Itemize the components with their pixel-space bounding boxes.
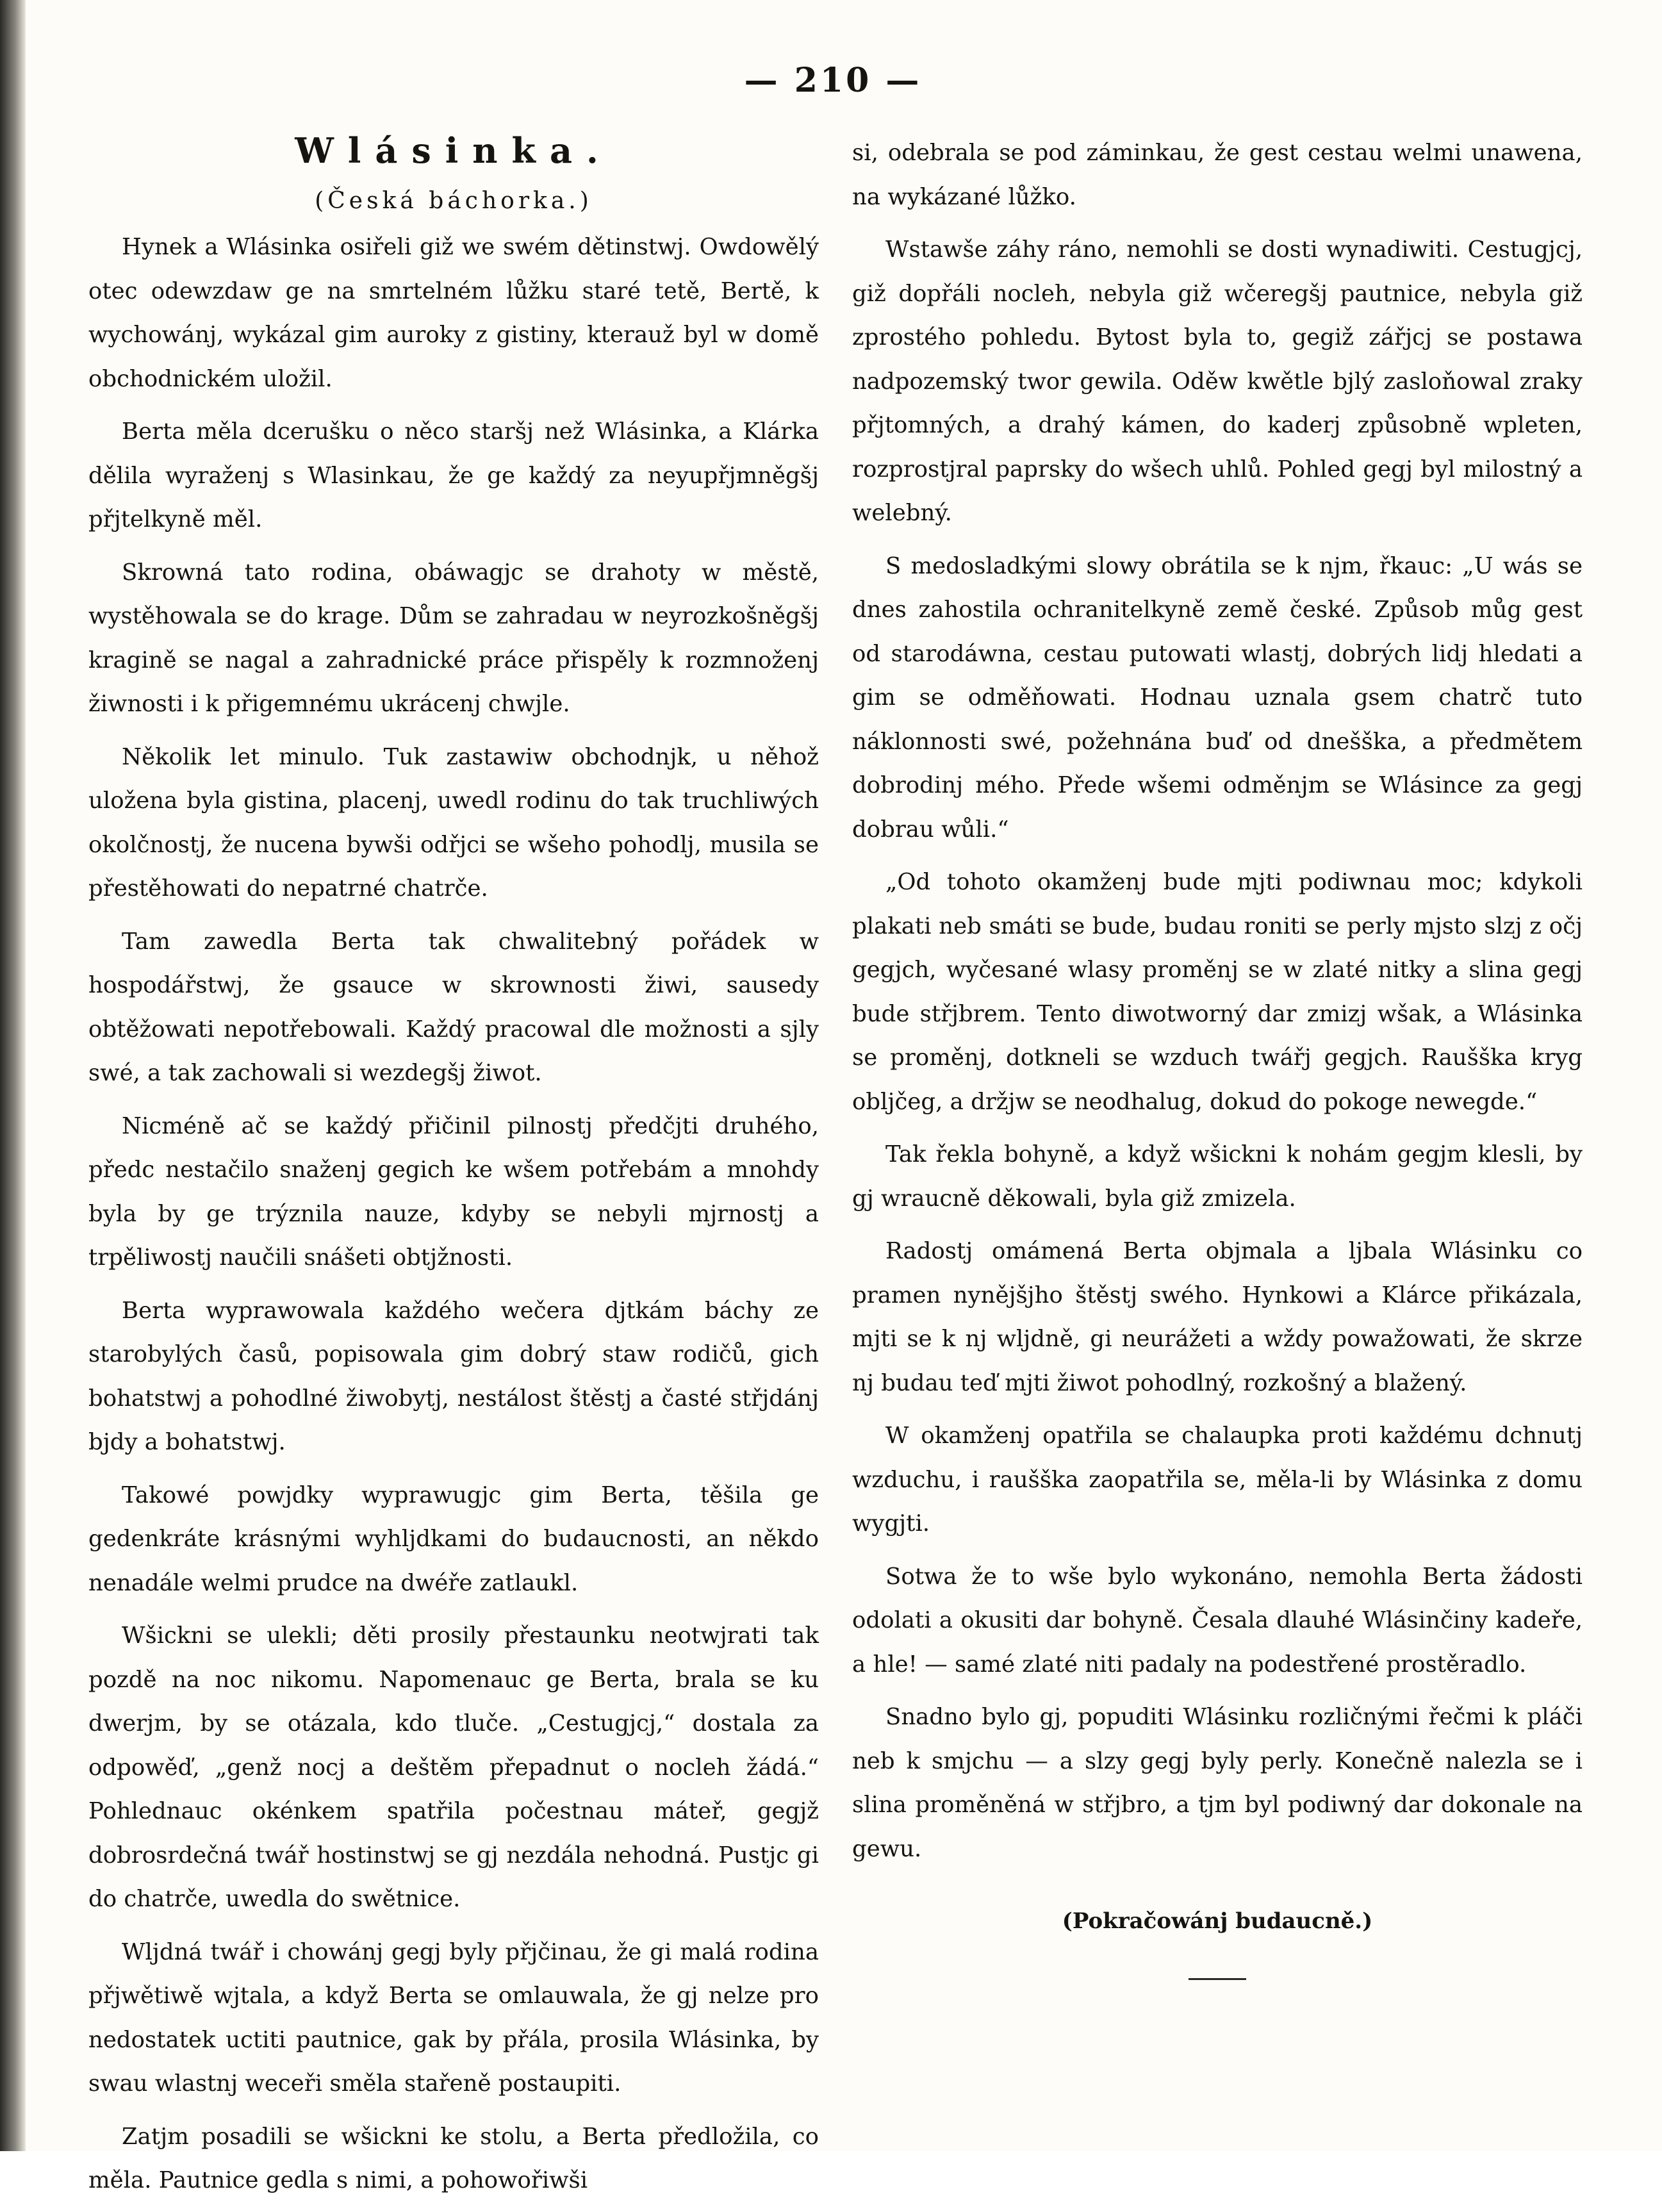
paragraph: „Od tohoto okamženj bude mjti podiwnau moc; kdykoli plakati neb smáti se bude, budau roniti se perly mjsto slzj z očj gegjch, wyčesané wlasy proměnj se w zlaté nitky a slina gegj bude střjbrem. Tento diwotworný dar zmizj wšak, a Wlásinka se proměnj, dotknelі se wzduch twářj gegjch. Raušška kryg oblјčeg, a držjw se neodhalug, dokud do pokoge newegde.“ (852, 869, 1583, 1115)
paragraph: Několik let minulo. Tuk zastawiw obchodnjk, u něhož uložena byla gistina, placenj, uwedl rodinu do tak truchliwých okolčnostj, že nucena bywši odřjci se wšeho pohodlj, musila se přestěhowati do nepatrné chatrče. (88, 743, 819, 902)
end-rule (1189, 1978, 1246, 1980)
continuation-note: (Pokračowánj budaucně.) (1062, 1908, 1373, 1934)
paragraph: Hynek a Wlásinka osiřeli giž we swém dětinstwj. Owdowělý otec odewzdaw ge na smrtelném lůžku staré tetě, Bertě, k wychowánj, wykázal gim aurokу z gistiny, kterauž byl w domě obchodnickém uložil. (88, 234, 819, 392)
story-subtitle: (Česká báchorka.) (315, 188, 593, 214)
page-number: — 210 — (744, 61, 922, 100)
right-column (852, 131, 1583, 1980)
paragraph: Skrowná tato rodina, obáwagjc se drahoty w městě, wystěhowala se do krage. Dům se zahradau w neyrozkošněgšj kragině se nagal a zahradnické práce přispěly k rozmnoženj žiwnosti i k přigemnému ukrácenj chwjle. (88, 559, 819, 717)
paragraph: Wšickni se ulekli; děti prosily přestaunku neotwjrati tak pozdě na noc nikomu. Napomenauc ge Berta, brala se ku dwerjm, by se otázala, kdo tluče. „Cestugjcj,“ dostala za odpowěď, „genž nocj a deštěm přepadnut o nocleh žádá.“ Pohlednauc okénkem spatřila počestnau máteř, gegjž dobrosrdečná twář hostinstwj se gj nezdála nehodná. Pustjc gi do chatrče, uwedla do swětnice. (88, 1622, 819, 1912)
paragraph: Wljdná twář i chowánj gegj byly přjčinau, že gi malá rodina přjwětiwě wjtala, a když Berta se omlauwala, že gj nelze pro nedostatek uctiti pautnice, gak by přála, prosila Wlásinka, by swau wlastnj weceři směla stařeně postaupiti. (88, 1938, 819, 2097)
binding-shadow (0, 0, 26, 2151)
paragraph: Berta wyprawowala každého wečera djtkám báchy ze starobylých časů, popisowala gim dobrý staw rodičů, gich bohatstwj a pohodlné žiwobytj, nestálost štěstj a časté střjdánj bjdy a bohatstwj. (88, 1297, 819, 1455)
paragraph: Radostj omámená Berta objmala a ljbala Wlásinku co pramen nynějšjho štěstj swého. Hynkowi a Klárce přikázala, mjti se k nj wljdně, gi neurážeti a wždy powažowati, že skrze nj budau teď mjti žiwot pohodlný, rozkošný a blažený. (852, 1238, 1583, 1396)
paragraph: Nicméně ač se každý přičinil pilnostj předčjti druhého, předc nestačilo snaženj gegich ke wšem potřebám a mnohdy byla by ge trýznila nauze, kdyby se nebyli mjrnostj a trpělіwostj naučili snášeti obtjžnosti. (88, 1112, 819, 1271)
story-title: Wlásinka. (295, 130, 613, 171)
paragraph: Snadno bylo gj, popuditi Wlásinku rozličnými řečmi k pláči neb k smjchu — a slzy gegj byly perly. Konečně nalezla se i slina proměněná w střjbro, a tjm byl podiwný dar dokonale na gewu. (852, 1704, 1583, 1862)
paragraph: Berta měla dcerušku o něco staršj než Wlásinka, a Klárka dělila wyraženj s Wlasinkau, že ge každý za neyupřjmněgšj přjtelkyně měl. (88, 418, 819, 532)
paragraph: Takowé powjdky wyprawugjc gim Berta, těšila ge gedenkráte krásnými wyhljdkami do budaucnosti, an někdo nenadále welmi prudce na dwéře zatlaukl. (88, 1482, 819, 1596)
left-column (88, 115, 819, 2212)
paragraph: Sotwa že to wše bylo wykonáno, nemohla Berta žádosti odolati a okusiti dar bohyně. Česala dlauhé Wlásinčiny kadeře, a hle! — samé zlaté niti padaly na podestřené prostěradlo. (852, 1563, 1583, 1678)
paragraph: si, odebrala se pod záminkau, že gest cestau welmi unawena, na wykázané lůžko. (852, 140, 1583, 210)
paragraph: Zatjm posadili se wšickni ke stolu, a Berta předložila, co měla. Pautnice gedla s nimi, a pohowořiwši (88, 2123, 819, 2193)
paragraph: Tak řekla bohyně, a když wšickni k nohám gegjm klesli, by gj wraucně děkowali, byla giž zmizela. (852, 1141, 1583, 1212)
paragraph: Tam zawedla Berta tak chwalitebný pořádek w hospodářstwj, že gsauce w skrownosti žiwi, sausedy obtěžowati nepotřebowali. Každý pracowal dle možnosti a sjly swé, a tak zachowali si wezdegšj žiwot. (88, 928, 819, 1086)
paragraph: W okamženj opatřila se chalaupka proti každému dchnutj wzduchu, i raušška zaopatřila se, měla-li by Wlásinka z domu wygjti. (852, 1423, 1583, 1537)
paragraph: S medosladkými slowy obrátila se k njm, řkauc: „U wás se dnes zahostila ochranitelkyně země české. Způsob můg gest od starodáwna, cestau putowati wlastj, dobrých lidj hledati a gim se odměňowati. Hodnau uznala gsem chatrč tuto náklonnosti swé, požehnána buď od dnešška, a předmětem dobrodinj mého. Přede wšemi odměnjm se Wlásince za gegj dobrau wůli.“ (852, 552, 1583, 843)
paragraph: Wstawše záhy ráno, nemohli se dosti wynadiwiti. Cestugjcj, giž dopřáli nocleh, nebyla giž wčeregšj pautnice, nebyla giž zprostého pohledu. Bytost byla to, gegiž zářjcj se postawa nadpozemský twor gewila. Oděw kwětle bjlý zaslоňowal zraky přjtomných, a drahý kámen, do kaderj způsobně wpleten, rozprostjral paprsky do wšech uhlů. Pohled gegj byl milostný a welebný. (852, 236, 1583, 526)
